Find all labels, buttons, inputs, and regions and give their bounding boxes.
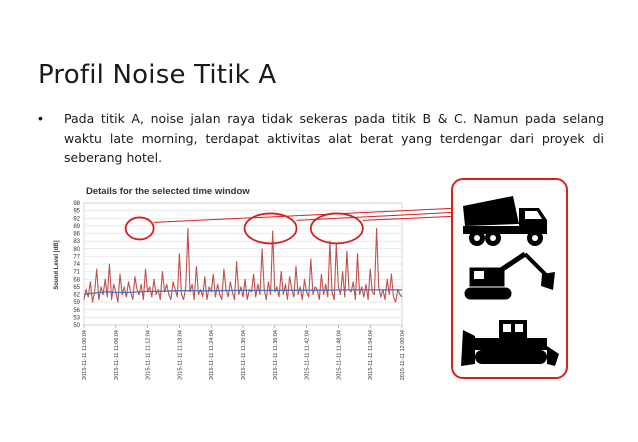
y-tick-label: 77 xyxy=(73,254,80,261)
y-tick-label: 95 xyxy=(73,208,80,215)
y-tick-label: 89 xyxy=(73,223,80,230)
x-tick-labels xyxy=(82,330,406,380)
y-tick-label: 92 xyxy=(73,216,80,223)
x-tick-label: 2015-11-11 11:36:04 xyxy=(272,330,279,380)
y-tick-label: 50 xyxy=(73,323,80,329)
x-tick-label: 2015-11-11 11:30:04 xyxy=(241,330,247,380)
bulldozer-icon xyxy=(461,320,559,366)
y-tick-label: 56 xyxy=(73,307,80,314)
y-tick-label: 80 xyxy=(73,246,80,253)
heavy-equipment-panel xyxy=(451,178,568,379)
x-tick-label: 2015-11-11 11:48:04 xyxy=(336,330,343,380)
chart-title: Details for the selected time window xyxy=(86,186,250,197)
y-tick-label: 62 xyxy=(73,292,80,299)
x-tick-label: 2015-11-11 11:24:04 xyxy=(209,330,216,380)
y-tick-label: 59 xyxy=(73,300,80,307)
y-axis-label: Sound Level [dB] xyxy=(54,240,60,290)
y-tick-label: 53 xyxy=(73,315,80,322)
y-tick-label: 71 xyxy=(73,269,80,276)
x-tick-label: 2015-11-11 11:18:04 xyxy=(177,330,184,380)
y-tick-label: 98 xyxy=(73,201,80,207)
bullet-dot: • xyxy=(38,110,43,126)
grid-lines xyxy=(84,203,402,328)
y-tick-label: 68 xyxy=(73,277,80,284)
bullet-text: Pada titik A, noise jalan raya tidak sekeras pada titik B & C. Namun pada selang waktu late morning, terdapat aktivitas alat berat yang terdengar dari proyek di seberang hotel. xyxy=(64,111,604,165)
x-tick-label: 2015-11-11 11:00:04 xyxy=(82,330,88,380)
y-tick-label: 83 xyxy=(73,239,80,246)
dump-truck-icon xyxy=(463,196,547,246)
x-tick-label: 2015-11-11 12:00:04 xyxy=(400,330,406,381)
x-tick-label: 2015-11-11 11:12:04 xyxy=(145,330,152,380)
excavator-icon xyxy=(465,254,555,299)
y-tick-labels xyxy=(73,201,80,329)
y-tick-label: 74 xyxy=(73,262,80,268)
x-tick-label: 2015-11-11 11:42:04 xyxy=(304,330,311,380)
x-tick-label: 2015-11-11 11:54:04 xyxy=(368,330,375,380)
slide-title: Profil Noise Titik A xyxy=(38,60,277,90)
x-tick-label: 2015-11-11 11:06:04 xyxy=(113,330,120,380)
highlight-ellipse xyxy=(126,217,154,239)
y-tick-label: 86 xyxy=(73,231,80,238)
y-tick-label: 65 xyxy=(73,284,80,291)
